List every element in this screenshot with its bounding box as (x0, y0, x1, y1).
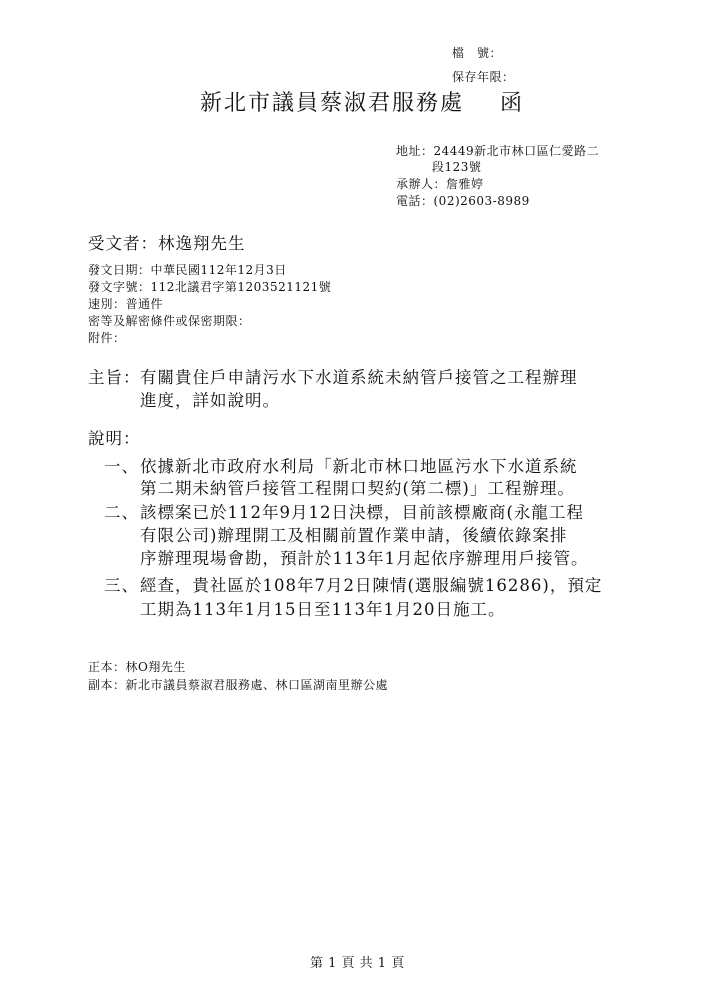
attachment: 附件： (88, 331, 126, 345)
retention-label: 保存年限： (452, 70, 515, 84)
subject-label: 主旨： (88, 368, 141, 387)
secrecy: 密等及解密條件或保密期限： (88, 314, 251, 328)
item-3-line2: 工期為113年1月15日至113年1月20日施工。 (140, 600, 506, 619)
handler: 承辦人：詹雅婷 (396, 177, 484, 191)
item-1-line2: 第二期未納管戶接管工程開口契約(第二標)」工程辦理。 (140, 479, 575, 498)
item-2-line3: 序辦理現場會勘，預計於113年1月起依序辦理用戶接管。 (140, 549, 589, 568)
item-1-number: 一、 (104, 457, 139, 476)
file-number-label: 檔 號： (452, 46, 503, 60)
document-title (200, 86, 524, 117)
copy-recipients: 副本：新北市議員蔡淑君服務處、林口區湖南里辦公處 (88, 678, 389, 692)
explanation-label: 說明： (88, 429, 141, 448)
phone: 電話：(02)2603-8989 (396, 194, 530, 208)
item-1-line1: 依據新北市政府水利局「新北市林口地區污水下水道系統 (140, 457, 578, 476)
page-number: 第 1 頁 共 1 頁 (310, 956, 405, 971)
address-line1: 地址：24449新北市林口區仁愛路二 (396, 144, 600, 158)
speed: 速別：普通件 (88, 297, 164, 311)
original-recipient: 正本：林O翔先生 (88, 660, 186, 674)
recipient: 受文者：林逸翔先生 (88, 234, 246, 253)
subject-line2: 進度，詳如說明。 (140, 391, 280, 410)
issue-number: 發文字號：112北議君字第1203521121號 (88, 280, 332, 294)
doc-type: 函 (500, 91, 525, 116)
org-name: 新北市議員蔡淑君服務處 (200, 91, 465, 116)
item-2-line1: 該標案已於112年9月12日決標，目前該標廠商(永龍工程 (140, 503, 584, 522)
item-3-number: 三、 (104, 576, 139, 595)
subject-line1: 有關貴住戶申請污水下水道系統未納管戶接管之工程辦理 (140, 368, 578, 387)
address-line2: 段123號 (432, 160, 482, 174)
issue-date: 發文日期：中華民國112年12月3日 (88, 263, 287, 277)
item-3-line1: 經查，貴社區於108年7月2日陳情(選服編號16286)，預定 (140, 576, 603, 595)
item-2-line2: 有限公司)辦理開工及相關前置作業申請，後續依錄案排 (140, 526, 568, 545)
item-2-number: 二、 (104, 503, 139, 522)
